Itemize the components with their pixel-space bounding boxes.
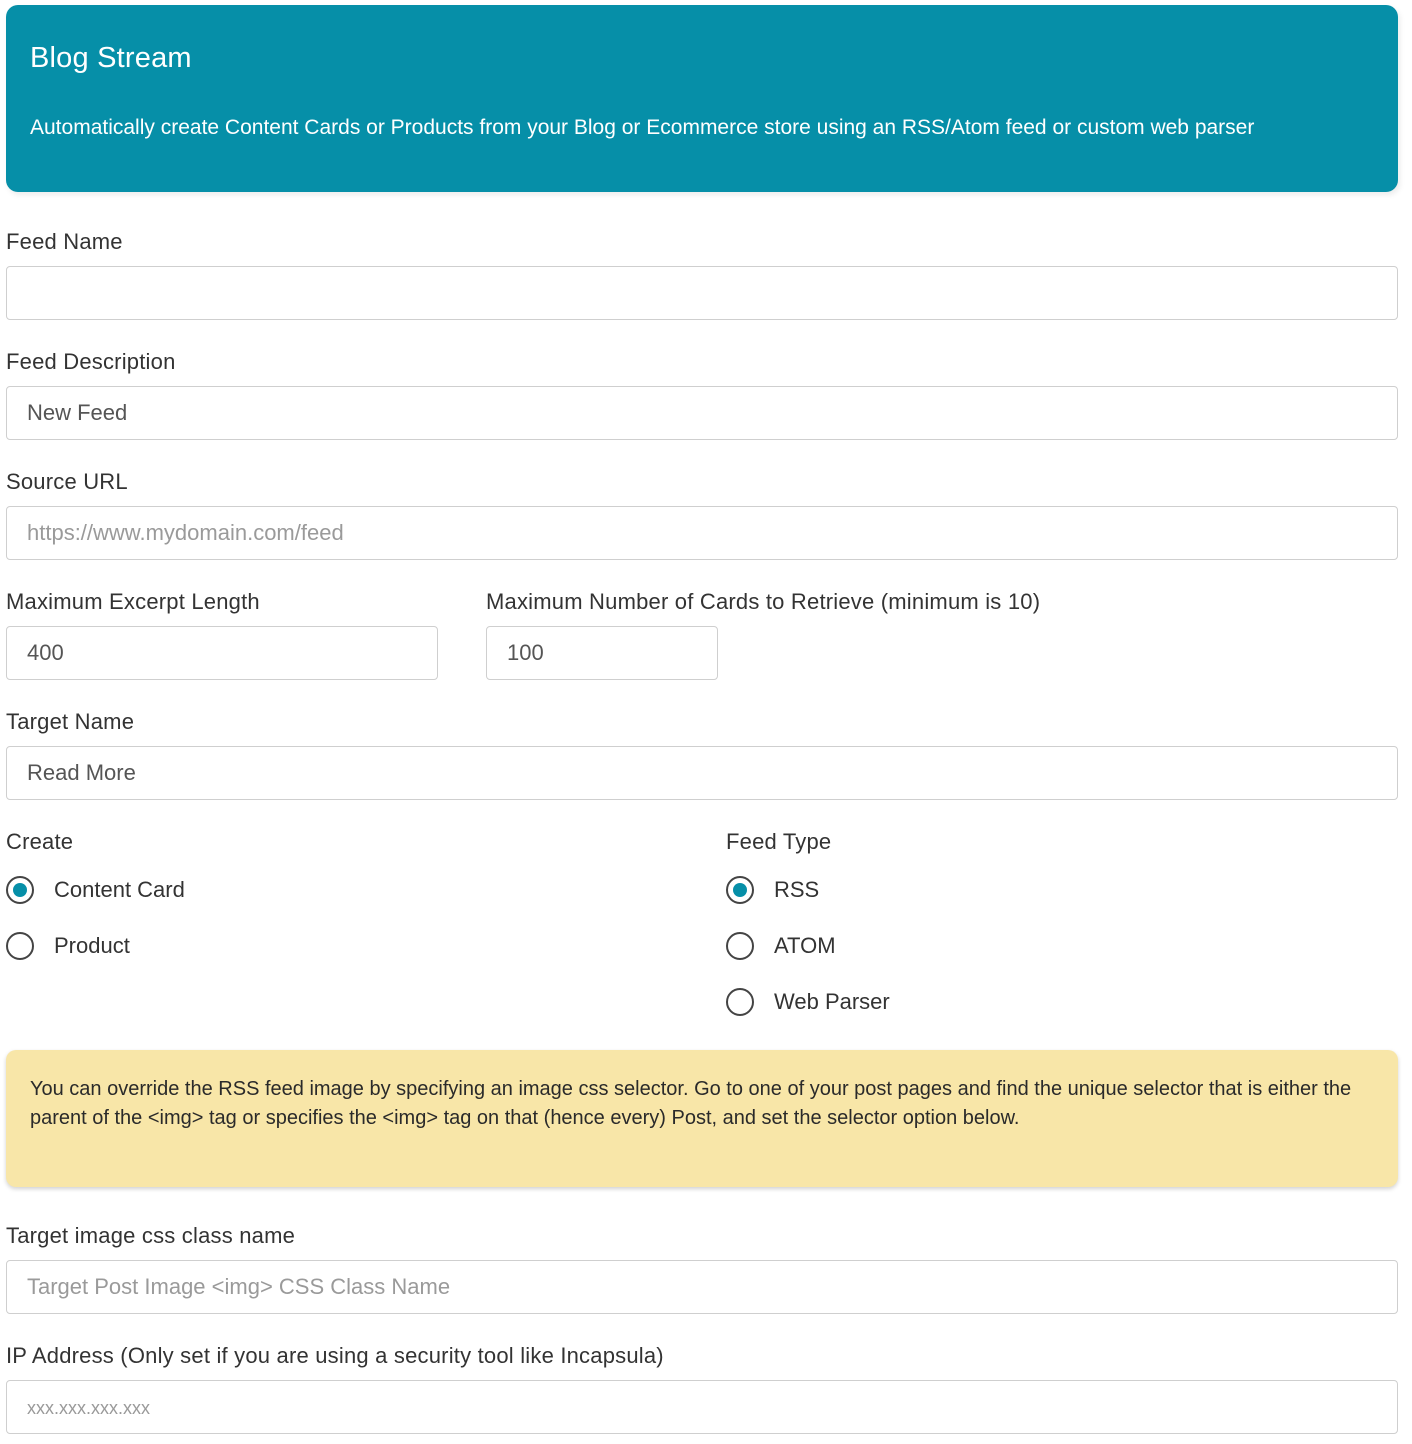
- ip-address-input[interactable]: [6, 1380, 1398, 1434]
- max-excerpt-input[interactable]: [6, 626, 438, 680]
- radio-checked-icon[interactable]: [6, 876, 34, 904]
- radio-label: Web Parser: [774, 989, 890, 1014]
- feed-description-label: Feed Description: [6, 349, 176, 374]
- feed-type-option-rss[interactable]: [726, 873, 819, 907]
- target-image-class-input[interactable]: [6, 1260, 1398, 1314]
- radio-label: RSS: [774, 877, 820, 902]
- source-url-input[interactable]: [6, 506, 1398, 560]
- image-selector-notice: You can override the RSS feed image by specifying an image css selector. Go to one of your post pages and find the unique selector that is either the parent of the <img> tag or specifies the <img> tag on that (hence every) Post, and set the selector option below.: [6, 1050, 1398, 1187]
- create-option-product[interactable]: [6, 929, 130, 963]
- page-title: Blog Stream: [30, 42, 192, 74]
- feed-type-option-atom[interactable]: [726, 929, 836, 963]
- target-image-class-label: Target image css class name: [6, 1223, 296, 1248]
- page-header: [6, 5, 1398, 192]
- page-subtitle: Automatically create Content Cards or Products from your Blog or Ecommerce store using an RSS/Atom feed or custom web parser: [30, 116, 1255, 139]
- feed-name-input[interactable]: [6, 266, 1398, 320]
- ip-address-label: IP Address (Only set if you are using a security tool like Incapsula): [6, 1343, 664, 1368]
- target-name-label: Target Name: [6, 709, 135, 734]
- radio-label: Product: [54, 933, 130, 958]
- create-option-content-card[interactable]: [6, 873, 185, 907]
- max-excerpt-label: Maximum Excerpt Length: [6, 589, 260, 614]
- radio-label: ATOM: [774, 933, 836, 958]
- create-label: Create: [6, 829, 74, 854]
- max-cards-input[interactable]: [486, 626, 718, 680]
- radio-unchecked-icon[interactable]: [726, 988, 754, 1016]
- feed-name-label: Feed Name: [6, 229, 123, 254]
- feed-type-option-web-parser[interactable]: [726, 985, 890, 1019]
- radio-unchecked-icon[interactable]: [726, 932, 754, 960]
- feed-description-input[interactable]: [6, 386, 1398, 440]
- radio-label: Content Card: [54, 877, 185, 902]
- feed-type-label: Feed Type: [726, 829, 832, 854]
- radio-checked-icon[interactable]: [726, 876, 754, 904]
- max-cards-label: Maximum Number of Cards to Retrieve (minimum is 10): [486, 589, 1041, 614]
- target-name-input[interactable]: [6, 746, 1398, 800]
- source-url-label: Source URL: [6, 469, 128, 494]
- radio-unchecked-icon[interactable]: [6, 932, 34, 960]
